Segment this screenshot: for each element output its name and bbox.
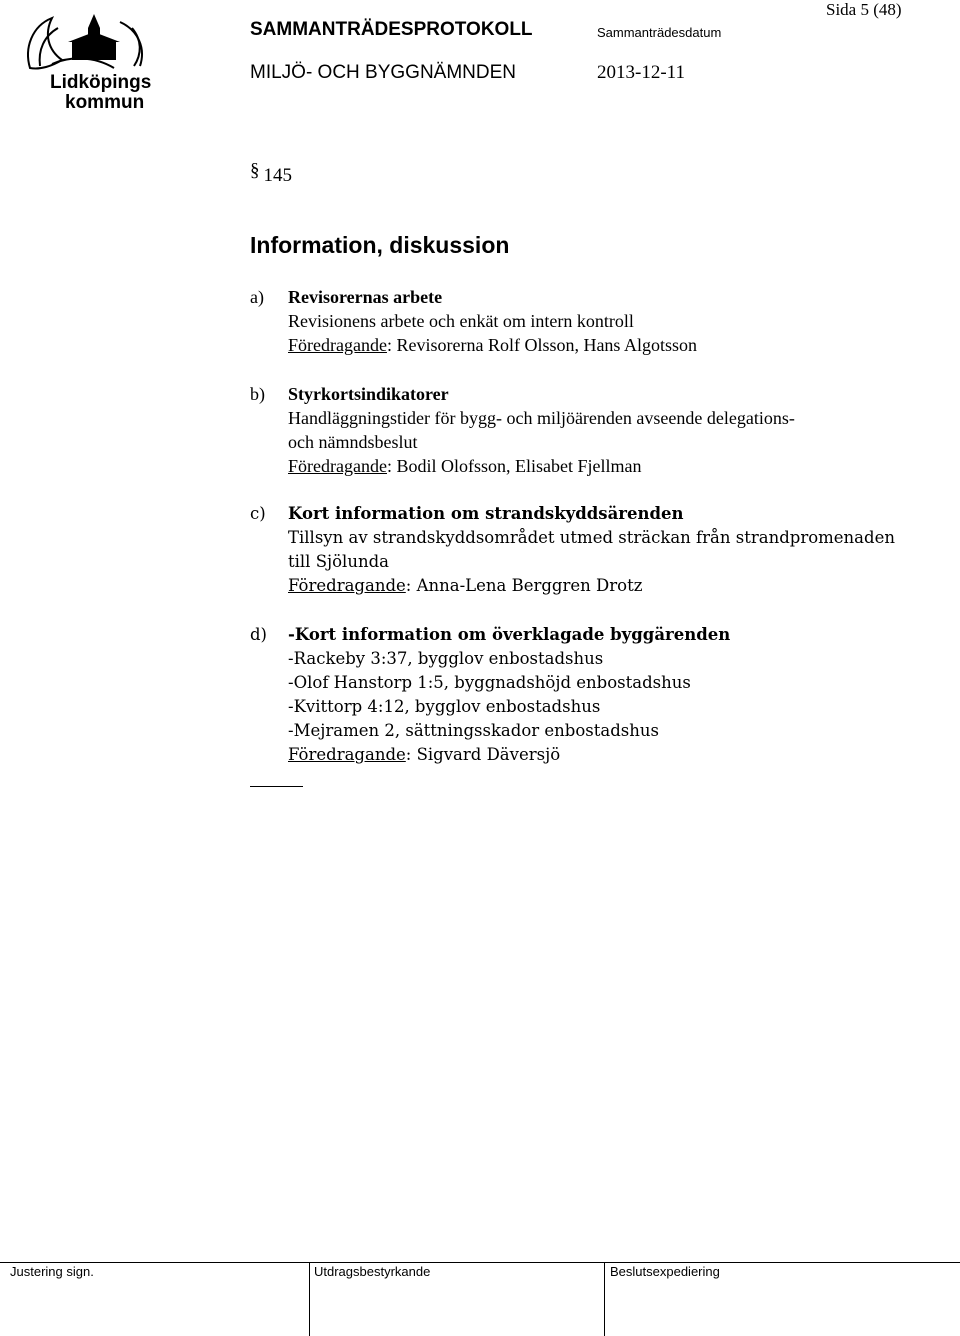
lidkoping-kommun-logo: [22, 8, 152, 112]
speaker-label: Föredragande: [288, 745, 406, 764]
item-line: -Rackeby 3:37, bygglov enbostadshus: [288, 649, 604, 668]
speaker-names: : Anna-Lena Berggren Drotz: [405, 576, 643, 595]
footer-rule: [0, 1262, 960, 1263]
page-number: Sida 5 (48): [826, 0, 902, 19]
logo-text-line1: Lidköpings: [50, 72, 152, 93]
item-letter: b): [250, 384, 265, 404]
speaker-names: : Bodil Olofsson, Elisabet Fjellman: [386, 456, 642, 476]
speaker-names: : Revisorerna Rolf Olsson, Hans Algotsson: [386, 335, 697, 355]
section-number: [250, 160, 292, 187]
agenda-item: [250, 285, 910, 357]
agenda-item: [250, 502, 910, 598]
footer-divider: [309, 1262, 310, 1336]
protocol-title: SAMMANTRÄDESPROTOKOLL: [250, 19, 533, 40]
speaker-label: Föredragande: [288, 456, 387, 476]
section-number-value: 145: [263, 165, 292, 186]
item-line: -Mejramen 2, sättningsskador enbostadshus: [288, 721, 659, 740]
paragraph-symbol: §: [250, 160, 260, 181]
item-title: Revisorernas arbete: [288, 287, 443, 307]
item-speakers: [288, 333, 910, 357]
section-end-rule: [250, 786, 303, 787]
item-line: och nämndsbeslut: [288, 432, 418, 452]
speaker-names: : Sigvard Däversjö: [405, 745, 561, 764]
item-speakers: [288, 454, 910, 478]
speaker-label: Föredragande: [288, 576, 406, 595]
item-line: till Sjölunda: [288, 552, 389, 571]
section-heading: Information, diskussion: [250, 232, 510, 258]
meeting-date-label: Sammanträdesdatum: [597, 25, 722, 40]
item-line: -Kvittorp 4:12, bygglov enbostadshus: [288, 697, 601, 716]
agenda-item: [250, 382, 910, 478]
meeting-date: 2013-12-11: [597, 62, 685, 83]
item-speakers: [288, 574, 910, 598]
item-line: Handläggningstider för bygg- och miljöärenden avseende delegations-: [288, 408, 795, 428]
item-title: Styrkortsindikatorer: [288, 384, 449, 404]
footer-utdragsbestyrkande: Utdragsbestyrkande: [314, 1264, 431, 1279]
committee-name: MILJÖ- OCH BYGGNÄMNDEN: [250, 62, 517, 83]
footer-justering-sign: Justering sign.: [10, 1264, 94, 1279]
item-line: -Olof Hanstorp 1:5, byggnadshöjd enbostadshus: [288, 673, 691, 692]
item-title: -Kort information om överklagade byggärenden: [288, 625, 731, 644]
item-speakers: [288, 743, 910, 767]
speaker-label: Föredragande: [288, 335, 387, 355]
footer-divider: [604, 1262, 605, 1336]
item-title: Kort information om strandskyddsärenden: [288, 504, 684, 523]
footer-beslutsexpediering: Beslutsexpediering: [610, 1264, 720, 1279]
item-letter: d): [250, 625, 267, 644]
item-line: Tillsyn av strandskyddsområdet utmed sträckan från strandpromenaden: [288, 528, 895, 547]
item-line: Revisionens arbete och enkät om intern kontroll: [288, 311, 634, 331]
logo-text-line2: kommun: [65, 92, 145, 112]
item-letter: a): [250, 287, 264, 307]
agenda-item: [250, 623, 910, 767]
item-letter: c): [250, 504, 266, 523]
